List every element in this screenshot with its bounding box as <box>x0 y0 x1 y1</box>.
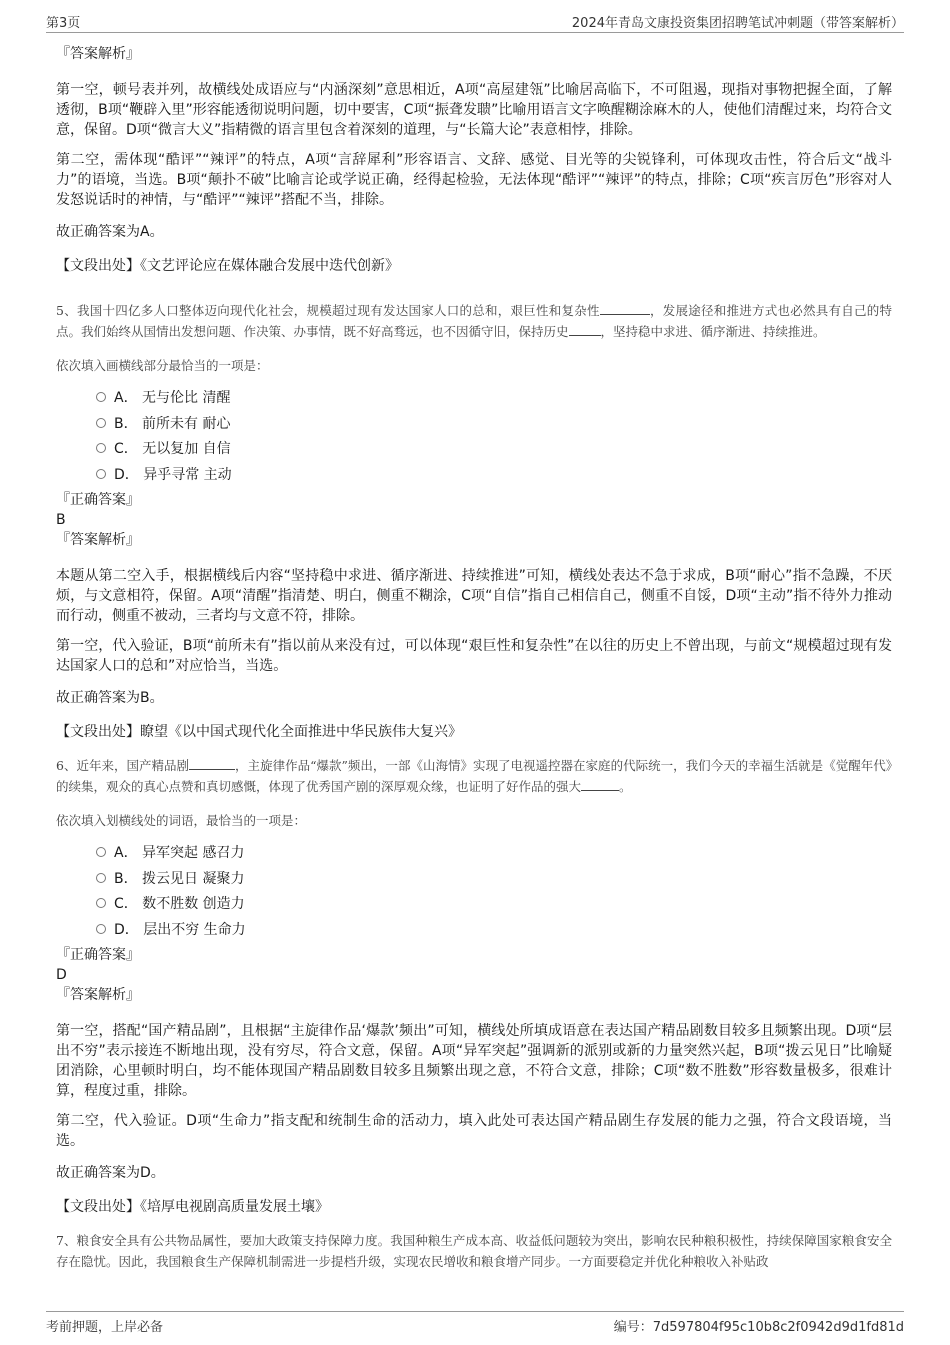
q6-analysis-p1: 第一空，搭配“国产精品剧”，且根据“主旋律作品‘爆款’频出”可知，横线处所填成语意在表达国产精品剧数目较多且频繁出现。D项“层出不穷”表示接连不断地出现，没有穷尽，符合文意，保留。A项“异军突起”强调新的派别或新的力量突然兴起，B项“拨云见日”比喻疑团消除，心里顿时明白，均不能体现国产精品剧数目较多且频繁出现之意，不符合文意，排除；C项“数不胜数”形容数量极多，很难计算，程度过重，排除。 <box>56 1023 892 1099</box>
blank <box>600 301 650 315</box>
radio-icon[interactable] <box>96 898 106 908</box>
q5-analysis-p1: 本题从第二空入手，根据横线后内容“坚持稳中求进、循序渐进、持续推进”可知，横线处表达不急于求成，B项“耐心”指不急躁，不厌烦，与文意相符，保留。A项“清醒”指清楚、明白，侧重不糊涂，C项“自信”指自己相信自己，侧重不自馁，D项“主动”指不待外力推动而行动，侧重不被动，三者均与文意不符，排除。 <box>56 568 892 624</box>
radio-icon[interactable] <box>96 873 106 883</box>
radio-icon[interactable] <box>96 847 106 857</box>
blank <box>569 322 601 336</box>
q4-analysis-p2: 第二空，需体现“酷评”“辣评”的特点，A项“言辞犀利”形容语言、文辞、感觉、目光等的尖锐锋利，可体现攻击性，符合后文“战斗力”的语境，当选。B项“颠扑不破”比喻言论或学说正确，经得起检验，无法体现“酷评”“辣评”的特点，排除；C项“疾言厉色”形容对人发怒说话时的神情，与“酷评”“辣评”搭配不当，排除。 <box>56 152 892 208</box>
q6-answer: D <box>56 967 67 983</box>
q5-question: 5、我国十四亿多人口整体迈向现代化社会，规模超过现有发达国家人口的总和，艰巨性和复杂性 ，发展途径和推进方式也必然具有自己的特点。我们始终从国情出发想问题、作决策、办事情，既不好高骛远，也不因循守旧，保持历史 ，坚持稳中求进、循序渐进、持续推进。 <box>56 303 892 339</box>
page-footer <box>46 1311 904 1334</box>
q7-question: 7、粮食安全具有公共物品属性，要加大政策支持保障力度。我国种粮生产成本高、收益低问题较为突出，影响农民种粮积极性，持续保障国家粮食安全存在隐忧。因此，我国粮食生产保障机制需进一步提档升级，实现农民增收和粮食增产同步。一方面要稳定并优化种粮收入补贴政 <box>56 1233 892 1269</box>
correct-label: 『正确答案』 <box>56 492 140 508</box>
radio-icon[interactable] <box>96 469 106 479</box>
q5-prompt: 依次填入画横线部分最恰当的一项是： <box>56 358 269 373</box>
q6-source: 【文段出处】《培厚电视剧高质量发展土壤》 <box>56 1199 329 1215</box>
q6-analysis-p2: 第二空，代入验证。D项“生命力”指支配和统制生命的活动力，填入此处可表达国产精品剧生存发展的能力之强，符合文段语境，当选。 <box>56 1113 892 1149</box>
footer-slogan: 考前押题，上岸必备 <box>46 1320 164 1335</box>
page-header <box>46 12 904 33</box>
q4-analysis-p1: 第一空，顿号表并列，故横线处成语应与“内涵深刻”意思相近，A项“高屋建瓴”比喻居高临下，不可阻遏，现指对事物把握全面，了解透彻，B项“鞭辟入里”形容能透彻说明问题，切中要害，C项“振聋发聩”比喻用语言文字唤醒糊涂麻木的人，使他们清醒过来，均符合文意，保留。D项“微言大义”指精微的语言里包含着深刻的道理，与“长篇大论”表意相悖，排除。 <box>56 82 892 138</box>
q6-option-d[interactable]: D． 层出不穷 生命力 <box>96 918 892 944</box>
q5-options <box>56 386 892 488</box>
radio-icon[interactable] <box>96 392 106 402</box>
blank <box>581 777 619 791</box>
document-title: 2024年青岛文康投资集团招聘笔试冲刺题（带答案解析） <box>571 16 904 31</box>
page-content <box>56 44 892 1272</box>
q6-conclusion: 故正确答案为D。 <box>56 1165 165 1181</box>
q6-question: 6、近年来，国产精品剧 ，主旋律作品“爆款”频出，一部《山海情》实现了电视遥控器在家庭的代际统一，我们今天的幸福生活就是《觉醒年代》的续集，观众的真心点赞和真切感慨，体现了优秀国产剧的深厚观众缘，也证明了好作品的强大 。 <box>56 758 892 794</box>
q5-answer: B <box>56 512 66 528</box>
analysis-label: 『答案解析』 <box>56 987 140 1003</box>
q6-option-a[interactable]: A． 异军突起 感召力 <box>96 841 892 867</box>
q5-option-a[interactable]: A． 无与伦比 清醒 <box>96 386 892 412</box>
q6-option-b[interactable]: B． 拨云见日 凝聚力 <box>96 867 892 893</box>
q6-prompt: 依次填入划横线处的词语，最恰当的一项是： <box>56 813 307 828</box>
q5-conclusion: 故正确答案为B。 <box>56 690 164 706</box>
q5-option-b[interactable]: B． 前所未有 耐心 <box>96 412 892 438</box>
correct-label: 『正确答案』 <box>56 947 140 963</box>
analysis-label: 『答案解析』 <box>56 532 140 548</box>
radio-icon[interactable] <box>96 418 106 428</box>
radio-icon[interactable] <box>96 443 106 453</box>
q5-source: 【文段出处】瞭望《以中国式现代化全面推进中华民族伟大复兴》 <box>56 724 462 740</box>
q4-conclusion: 故正确答案为A。 <box>56 224 164 240</box>
analysis-label: 『答案解析』 <box>56 46 140 62</box>
q5-option-c[interactable]: C． 无以复加 自信 <box>96 437 892 463</box>
q5-option-d[interactable]: D． 异乎寻常 主动 <box>96 463 892 489</box>
page-number: 第3页 <box>46 16 81 31</box>
document-id: 编号：7d597804f95c10b8c2f0942d9d1fd81d <box>613 1320 904 1335</box>
radio-icon[interactable] <box>96 924 106 934</box>
q4-source: 【文段出处】《文艺评论应在媒体融合发展中迭代创新》 <box>56 258 399 274</box>
q5-analysis-p2: 第一空，代入验证，B项“前所未有”指以前从来没有过，可以体现“艰巨性和复杂性”在以往的历史上不曾出现，与前文“规模超过现有发达国家人口的总和”对应恰当，当选。 <box>56 638 892 674</box>
q6-options <box>56 841 892 943</box>
q6-option-c[interactable]: C． 数不胜数 创造力 <box>96 892 892 918</box>
blank <box>189 756 235 770</box>
